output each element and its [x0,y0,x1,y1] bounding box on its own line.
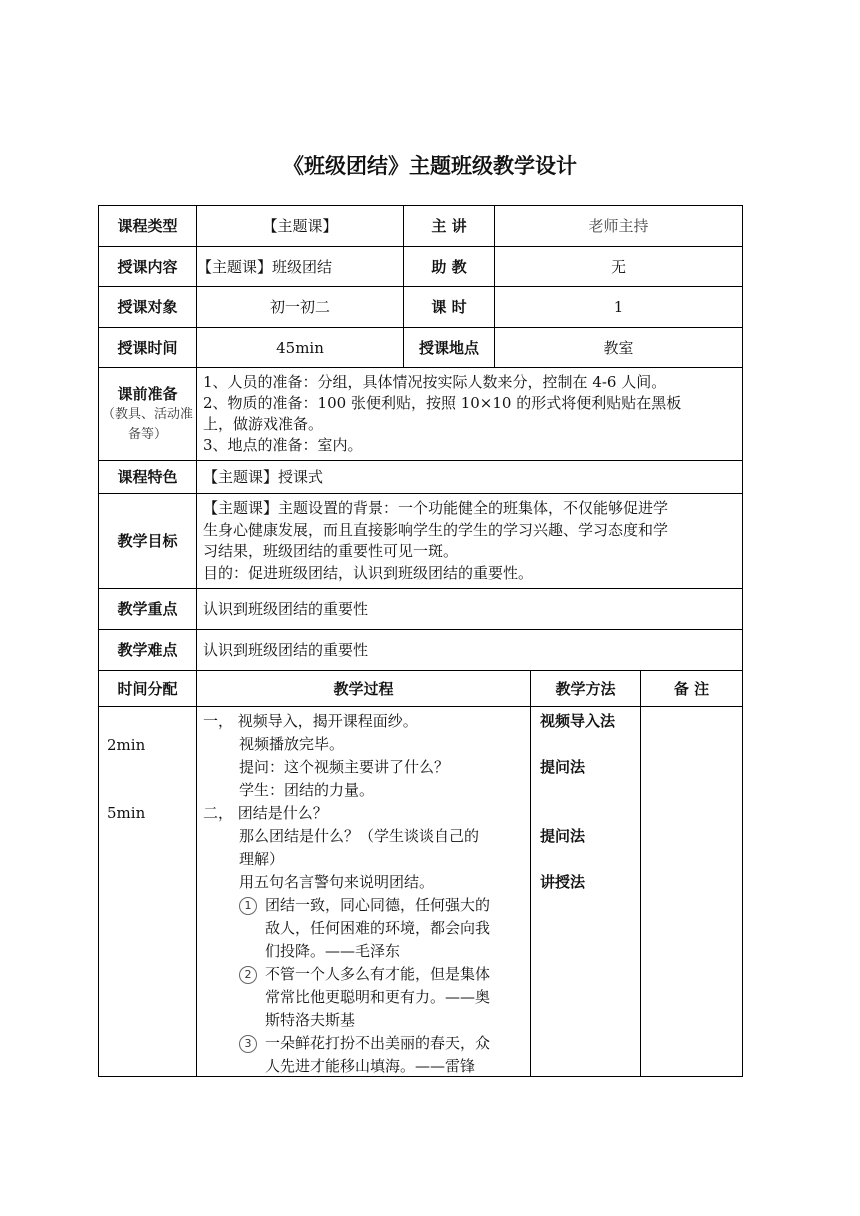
goal-line: 【主题课】主题设置的背景：一个功能健全的班集体，不仅能够促进学 [203,499,669,517]
method-item: 视频导入法 [540,712,616,730]
label-hours: 课 时 [404,287,495,328]
value-lecturer: 老师主持 [495,206,743,247]
step-line: 学生：团结的力量。 [239,781,375,799]
time-value: 5min [107,804,146,822]
quote-line: 常常比他更聪明和更有力。——奥 [265,988,491,1006]
row-process-body [99,707,743,1077]
label-prep-sub: （教具、活动准备等） [101,407,193,442]
row-goal [99,494,743,589]
step-line: 理解） [239,850,285,868]
row-process-header [99,671,743,707]
row-prep [99,368,743,461]
quote-line: 一朵鲜花打扮不出美丽的春天，众 [265,1034,491,1052]
process-methods [531,707,641,1077]
row-content [99,247,743,287]
quote-line: 斯特洛夫斯基 [265,1011,356,1029]
method-item: 提问法 [540,758,586,776]
step-line: 视频播放完毕。 [239,735,345,753]
quote-line: 不管一个人多么有才能，但是集体 [265,965,491,983]
header-process: 教学过程 [197,671,531,707]
goal-line: 习结果，班级团结的重要性可见一斑。 [203,542,459,560]
label-assistant: 助 教 [404,247,495,287]
value-time: 45min [197,328,404,368]
step-line: 那么团结是什么？（学生谈谈自己的 [239,827,480,845]
row-course-type [99,206,743,247]
quote-line: 团结一致，同心同德，任何强大的 [265,896,491,914]
row-time [99,328,743,368]
header-note: 备 注 [641,671,743,707]
value-prep [197,368,743,461]
label-prep-main: 课前准备 [117,385,178,403]
quote-line: 们投降。——毛泽东 [265,942,401,960]
row-target [99,287,743,328]
value-focus: 认识到班级团结的重要性 [197,589,743,630]
value-assistant: 无 [495,247,743,287]
quote-line: 敌人，任何困难的环境，都会向我 [265,919,491,937]
process-times [99,707,197,1077]
label-time: 授课时间 [99,328,197,368]
value-difficulty: 认识到班级团结的重要性 [197,630,743,671]
step-line: 用五句名言警句来说明团结。 [239,873,435,891]
method-item: 讲授法 [540,873,586,891]
row-feature [99,461,743,494]
prep-line: 1、人员的准备：分组，具体情况按实际人数来分，控制在 4-6 人间。 [203,373,667,391]
value-location: 教室 [495,328,743,368]
circled-number-3: 3 [239,1035,257,1053]
value-feature: 【主题课】授课式 [197,461,743,494]
prep-line: 上，做游戏准备。 [203,415,324,433]
goal-line: 生身心健康发展，而且直接影响学生的学生的学习兴趣、学习态度和学 [203,520,669,539]
page-title: 《班级团结》主题班级教学设计 [283,154,577,178]
label-focus: 教学重点 [99,589,197,630]
value-target: 初一初二 [197,287,404,328]
circled-number-2: 2 [239,966,257,984]
step-heading: 二， 团结是什么？ [203,804,328,822]
label-goal: 教学目标 [99,494,197,589]
row-focus [99,589,743,630]
circled-number-1: 1 [239,897,257,915]
label-target: 授课对象 [99,287,197,328]
label-feature: 课程特色 [99,461,197,494]
label-prep [99,368,197,461]
header-time-alloc: 时间分配 [99,671,197,707]
step-line: 提问：这个视频主要讲了什么？ [239,758,450,776]
value-course-type: 【主题课】 [197,206,404,247]
row-difficulty [99,630,743,671]
value-goal [197,494,743,589]
label-lecturer: 主 讲 [404,206,495,247]
label-location: 授课地点 [404,328,495,368]
label-difficulty: 教学难点 [99,630,197,671]
time-value: 2min [107,736,146,754]
step-heading: 一， 视频导入，揭开课程面纱。 [203,712,418,730]
label-content: 授课内容 [99,247,197,287]
header-method: 教学方法 [531,671,641,707]
lesson-plan-table [98,205,743,1077]
label-course-type: 课程类型 [99,206,197,247]
goal-line: 目的：促进班级团结，认识到班级团结的重要性。 [203,563,534,582]
value-content: 【主题课】班级团结 [197,247,404,287]
process-notes [641,707,743,1077]
prep-line: 2、物质的准备：100 张便利贴，按照 10×10 的形式将便利贴贴在黑板 [203,394,682,412]
quote-line: 人先进才能移山填海。——雷锋 [265,1057,476,1075]
method-item: 提问法 [540,827,586,845]
prep-line: 3、地点的准备：室内。 [203,436,363,454]
value-hours: 1 [495,287,743,328]
process-steps [197,707,531,1077]
